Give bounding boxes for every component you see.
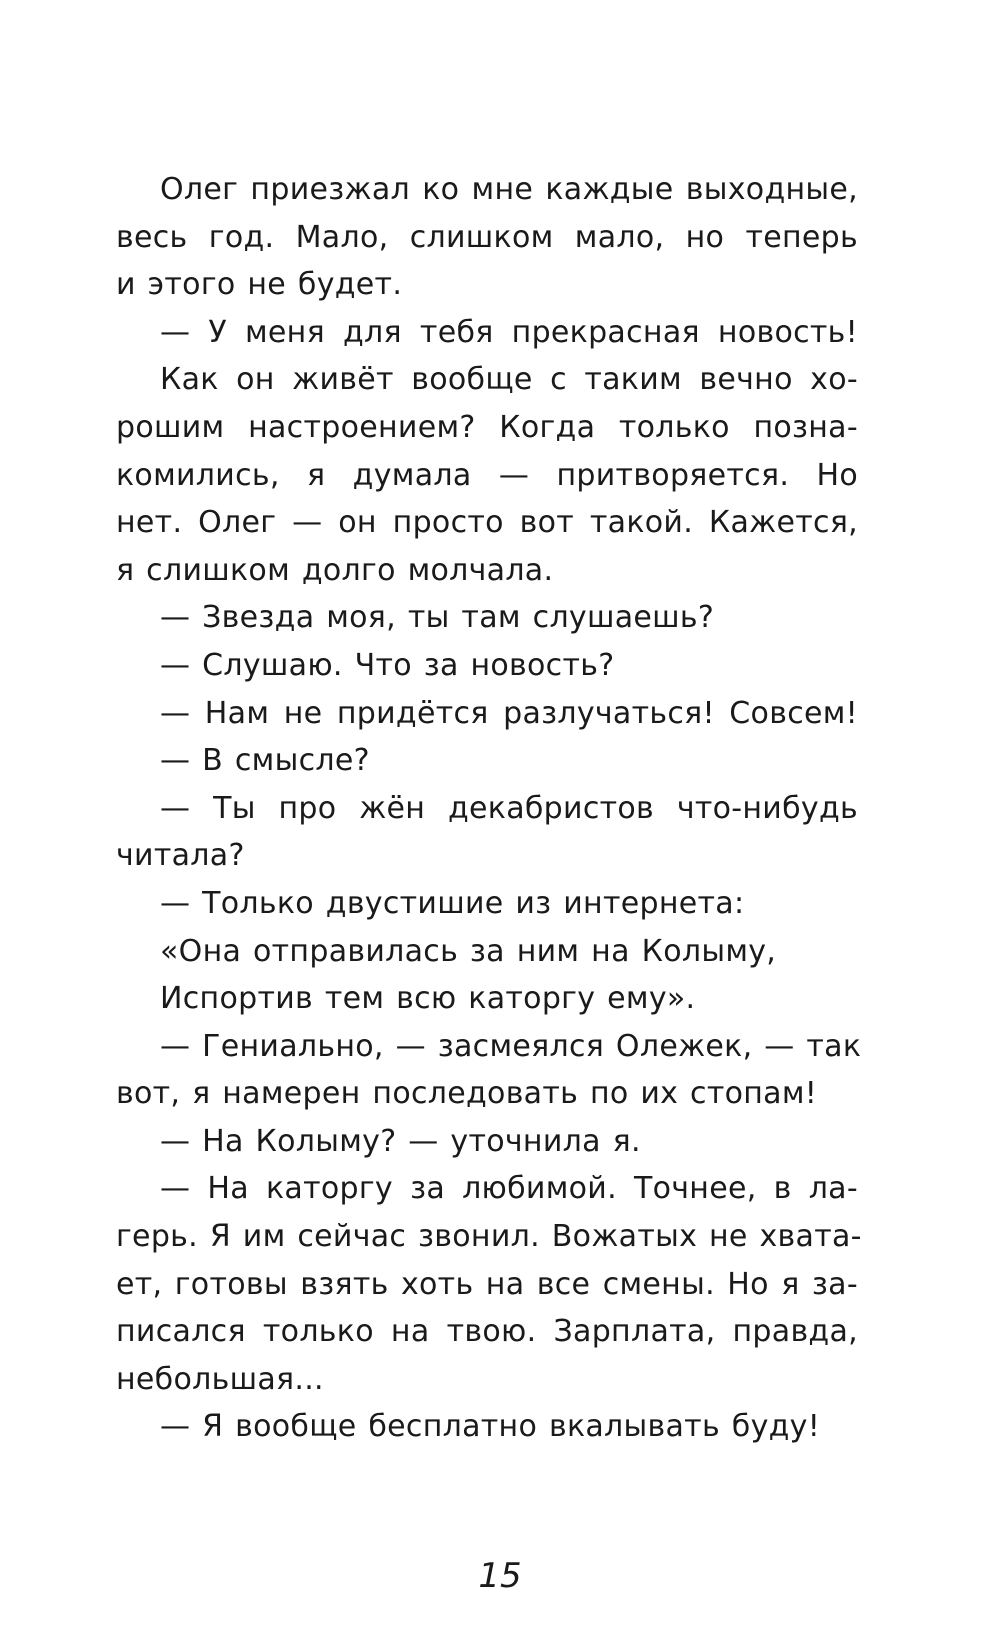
text-line: небольшая...	[116, 1361, 324, 1397]
text-line: вот, я намерен последовать по их стопам!	[116, 1076, 818, 1112]
text-line: весь год. Мало, слишком мало, но теперь	[116, 219, 858, 255]
text-line: читала?	[116, 838, 245, 874]
text-line: — Ты про жён декабристов что-нибудь	[160, 790, 858, 826]
text-line: — На Колыму? — уточнила я.	[160, 1123, 641, 1159]
text-line: — Нам не придётся разлучаться! Совсем!	[160, 695, 858, 731]
body-text	[116, 166, 862, 1451]
text-line: — Гениально, — засмеялся Олежек, — так	[160, 1028, 862, 1064]
text-line: — Только двустишие из интернета:	[160, 885, 745, 921]
text-line: Испортив тем всю каторгу ему».	[160, 981, 696, 1017]
text-line: рошим настроением? Когда только позна-	[116, 409, 858, 445]
text-line: герь. Я им сейчас звонил. Вожатых не хвата-	[116, 1219, 862, 1255]
text-line: — Я вообще бесплатно вкалывать буду!	[160, 1409, 821, 1445]
text-line: писался только на твою. Зарплата, правда,	[116, 1314, 858, 1350]
text-line: нет. Олег — он просто вот такой. Кажется,	[116, 505, 858, 541]
page-number: 15	[478, 1556, 522, 1596]
text-line: — У меня для тебя прекрасная новость!	[160, 314, 858, 350]
text-line: Олег приезжал ко мне каждые выходные,	[160, 172, 858, 207]
text-line: «Она отправилась за ним на Колыму,	[160, 933, 777, 969]
text-line: — В смысле?	[160, 743, 370, 779]
text-line: комились, я думала — притворяется. Но	[116, 457, 858, 493]
text-line: — На каторгу за любимой. Точнее, в ла-	[160, 1171, 858, 1207]
text-line: ет, готовы взять хоть на все смены. Но я за-	[116, 1266, 858, 1302]
text-line: и этого не будет.	[116, 267, 403, 303]
text-line: — Слушаю. Что за новость?	[160, 647, 615, 683]
text-line: — Звезда моя, ты там слушаешь?	[160, 600, 715, 636]
text-line: Как он живёт вообще с таким вечно хо-	[160, 362, 858, 398]
text-line: я слишком долго молчала.	[116, 552, 554, 588]
